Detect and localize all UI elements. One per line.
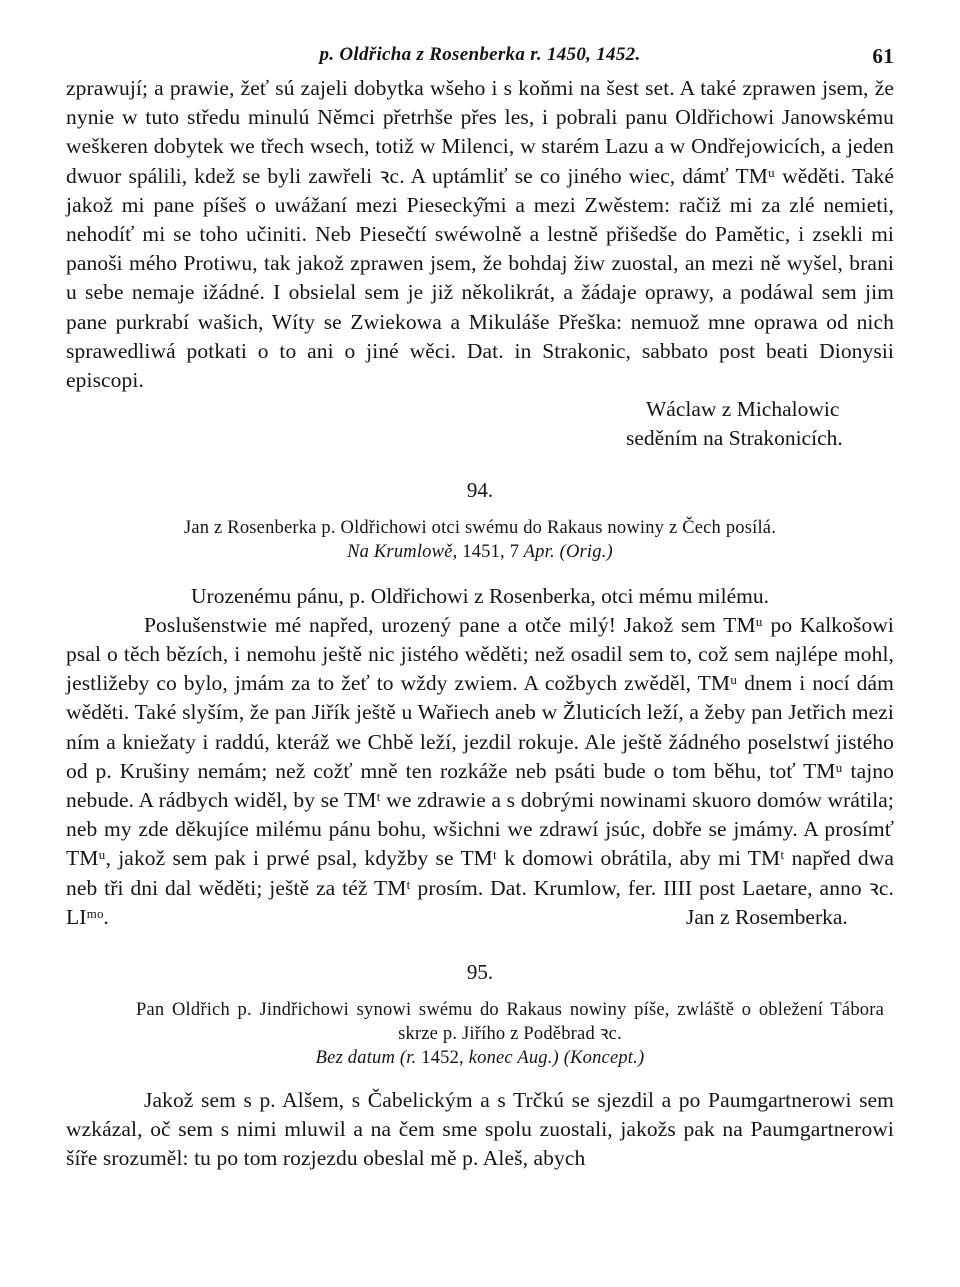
book-page [66, 44, 894, 1174]
document-95-summary: Pan Oldřich p. Jindřichowi synowi swému do Rakaus nowiny píše, zwláště o obležení Tábora skrze p. Jiřího z Poděbrad ꝛc. [136, 1000, 884, 1045]
document-94-place: Na Krumlowě, [347, 541, 458, 562]
document-94-month: Apr. [523, 541, 555, 562]
page-number: 61 [872, 44, 894, 68]
letter-95-text: Jakož sem s p. Alšem, s Čabelickým a s Trčkú se sjezdil a po Paumgartnerowi sem wzkázal, oč sem s nimi mluwil a na čem sme spolu zuostali, jakožs pak na Paumgartnerowi šíře srozuměl: tu po tom rozjezdu obeslal mě p. Aleš, abych [66, 1088, 894, 1171]
document-94-summary: Jan z Rosenberka p. Oldřichowi otci swému do Rakaus nowiny z Čech posílá. [183, 517, 777, 538]
document-number-94: 94. [466, 477, 494, 502]
letter-94-text: Poslušenstwie mé napřed, urozený pane a otče milý! Jakož sem TMᵘ po Kalkošowi psal o těch bězích, i nemohu ještě nic jistého wěděti; než osadil sem to, což sem najlépe mohl, jestližeby co bylo, jmám za to žeť to wždy zwiem. A cožbych zwěděl, TMᵘ dnem i nocí dám wěděti. Také slyším, že pan Jiřík ještě u Wařiech aneb w Žluticích leží, a žeby pan Jetřich mezi ním a kniežaty i raddú, kteráž we Chbě leží, jezdil rokuje. Ale ještě žádného poselstwí jistého od p. Krušiny nemám; než cožť mně ten rozkáže neb psáti bude o tom běhu, toť TMᵘ tajno nebude. A rádbych widěl, by se TMᵗ we zdrawie a s dobrými nowinami skuoro domów wrátila; neb my zde děkujíce milému pánu bohu, wšichni we zdrawí jsúc, dobře se jmámy. A prosímť TMᵘ, jakož sem pak i prwé psal, kdyžby se TMᵗ k domowi obrátila, aby mi TMᵗ napřed dwa neb tři dni dal wěděti; ještě za též TMᵗ prosím. Dat. Krumlow, fer. IIII post Laetare, anno ꝛc. LIᵐᵒ. [66, 612, 894, 929]
document-95-source-b: (r. [399, 1048, 417, 1069]
document-94-date: 1451, 7 [462, 541, 520, 562]
running-head [66, 44, 894, 74]
document-95-source [66, 1046, 894, 1070]
document-95-source-c: 1452, [421, 1048, 464, 1069]
letter-94-body [66, 611, 894, 932]
document-94-source [66, 540, 894, 564]
letter-93-continuation [66, 74, 894, 395]
document-94-address: Urozenému pánu, p. Oldřichowi z Rosenberka, otci mému milému. [191, 583, 769, 608]
document-number-95: 95. [466, 960, 494, 985]
letter-93-signature-2: seděním na Strakonicích. [626, 426, 843, 451]
letter-93-text: zprawují; a prawie, žeť sú zajeli dobytka wšeho i s koňmi na šest set. A také zprawen jsem, že nynie w tuto středu minulú Němci přetrhše přes les, i pobrali panu Oldřichowi Janowskému weškeren dobytek we třech wsech, totiž w Milenci, w starém Lazu a w Ondřejowicích, a jeden dwuor spálili, kdež se byli zawřeli ꝛc. A uptámliť se co jiného wiec, dámť TMᵘ wěděti. Také jakož mi pane píšeš o uwážaní mezi Piesecký̌mi a mezi Zwěstem: račiž mi za zlé nemieti, nehodíť mi se toho učiniti. Neb Piesečtí swéwolně a lestně přišedše do Pamětic, i zsekli mi panoši mého Protiwu, tak jakož zprawen jsem, že bohdaj žiw zuostal, an mezi ně wyšel, brani u sebe nemaje ižádné. I obsielal sem je již několikrát, a žádaje oprawy, a podáwal sem jim pane purkrabí wašich, Wíty se Zwiekowa a Mikuláše Přeška: nemuož mne oprawa od nich sprawedliwá potkati o to ani o jiné wěci. Dat. in Strakonic, sabbato post beati Dionysii episcopi. [66, 76, 894, 393]
document-94-note: (Orig.) [559, 541, 613, 562]
letter-93-signature-1: Wáclaw z Michalowic [646, 397, 840, 422]
letter-95-body [66, 1086, 894, 1174]
letter-94-signature: Jan z Rosemberka. [686, 904, 848, 929]
document-95-source-d: konec Aug.) (Koncept.) [468, 1048, 645, 1069]
running-head-title: p. Oldřicha z Rosenberka r. 1450, 1452. [319, 44, 641, 65]
document-95-source-a: Bez datum [315, 1048, 396, 1069]
